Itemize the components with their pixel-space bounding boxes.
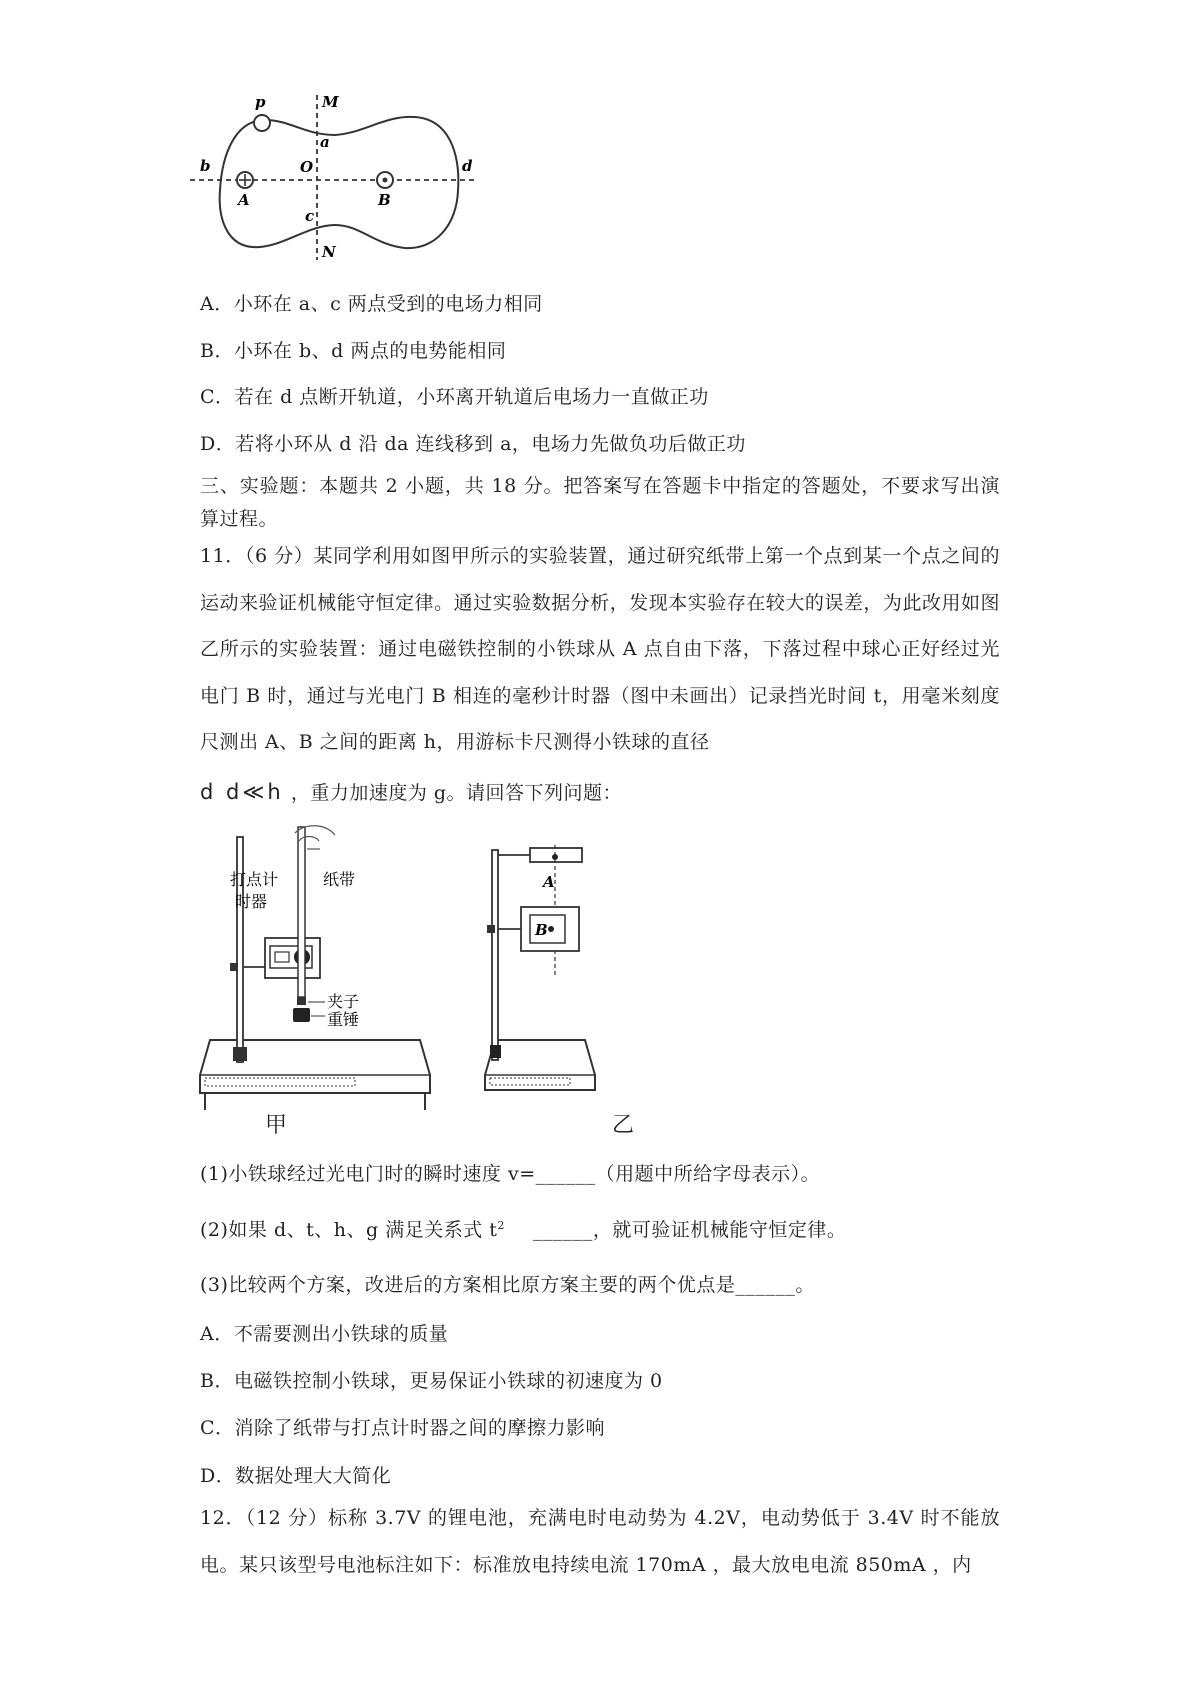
q11-option-b: B．电磁铁控制小铁球，更易保证小铁球的初速度为 0 [200,1370,663,1392]
label-yi-A: A [543,873,555,891]
label-b: b [200,157,211,175]
q11-sub2-sup: 2 [497,1219,505,1232]
caption-yi: 乙 [612,1113,635,1138]
apparatus-jia-figure [195,825,440,1115]
q11-sub2-a: (2)如果 d、t、h、g 满足关系式 t [200,1219,498,1241]
q10-option-d: D．若将小环从 d 沿 da 连线移到 a，电场力先做负功后做正功 [200,433,746,455]
label-clip: 夹子 [327,992,360,1011]
q11-sub3: (3)比较两个方案，改进后的方案相比原方案主要的两个优点是______。 [200,1274,815,1296]
label-d: d [462,157,473,175]
label-N: N [322,243,336,261]
q10-option-c: C．若在 d 点断开轨道，小环离开轨道后电场力一直做正功 [200,386,709,408]
q11-sub2-b: ______，就可验证机械能守恒定律。 [532,1219,847,1241]
caption-jia: 甲 [265,1113,288,1138]
section-3-heading: 三、实验题：本题共 2 小题，共 18 分。把答案写在答题卡中指定的答题处，不要求写出演算过程。 [200,475,1000,531]
label-tape: 纸带 [323,870,356,889]
apparatus-yi-figure [485,845,625,1100]
q10-option-a: A．小环在 a、c 两点受到的电场力相同 [200,293,543,315]
label-M: M [322,93,339,111]
q11-option-d: D．数据处理大大简化 [200,1465,392,1487]
label-timer-1: 打点计 [230,870,279,889]
q11-stem-end: ，重力加速度为 g。请回答下列问题： [290,782,623,804]
q11-sub2 [200,1219,846,1242]
q11-option-a: A．不需要测出小铁球的质量 [200,1323,449,1345]
q11-formula: d d≪h [200,780,284,804]
q11-option-c: C．消除了纸带与打点计时器之间的摩擦力影响 [200,1417,606,1439]
label-B: B [378,191,391,209]
label-A: A [238,191,250,209]
q12-stem: 12．（12 分）标称 3.7V 的锂电池，充满电时电动势为 4.2V，电动势低于 3.4V 时不能放电。某只该型号电池标注如下：标准放电持续电流 170mA ，最大放电电流 850mA ，内 [200,1507,1000,1576]
q11-formula-line [200,780,622,805]
q11-stem: 11．（6 分）某同学利用如图甲所示的实验装置，通过研究纸带上第一个点到某一个点之间的运动来验证机械能守恒定律。通过实验数据分析，发现本实验存在较大的误差，为此改用如图乙所示的实验装置：通过电磁铁控制的小铁球从 A 点自由下落，下落过程中球心正好经过光电门 B 时，通过与光电门 B 相连的毫秒计时器（图中未画出）记录挡光时间 t，用毫米刻度尺测出 A、B 之间的距离 h，用游标卡尺测得小铁球的直径 [200,545,1000,754]
label-yi-B: B [535,921,548,939]
label-O: O [300,158,314,176]
label-weight: 重锤 [327,1010,360,1029]
label-a: a [320,133,330,151]
q10-option-b: B．小环在 b、d 两点的电势能相同 [200,340,507,362]
q11-sub1: (1)小铁球经过光电门时的瞬时速度 v=______（用题中所给字母表示）。 [200,1163,821,1185]
label-timer-2: 时器 [235,892,268,911]
label-c: c [305,207,315,225]
label-p: p [255,93,266,111]
ring-track-figure [200,93,475,280]
